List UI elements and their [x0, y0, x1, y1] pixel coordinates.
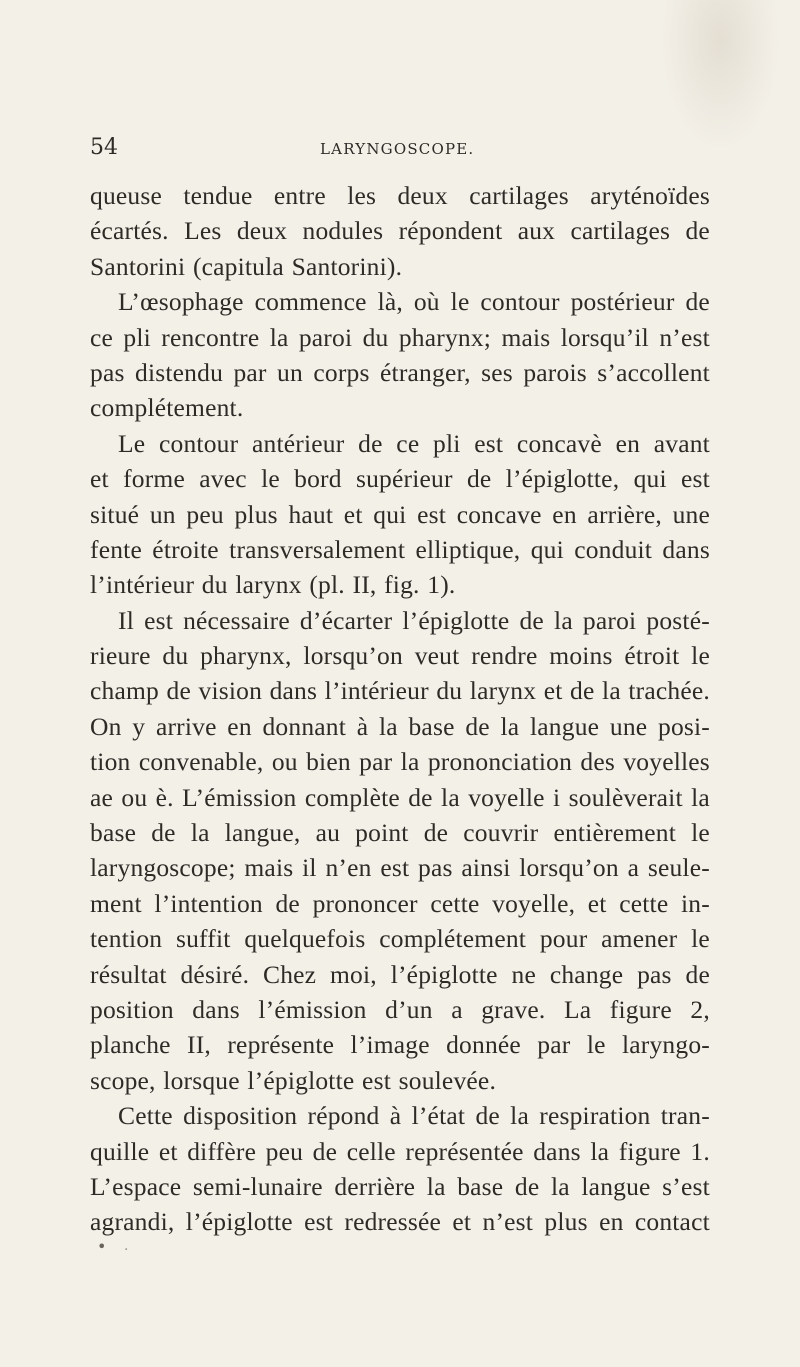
word: et [158, 1136, 178, 1166]
word: veut [414, 641, 460, 671]
word: et [452, 1207, 472, 1237]
word: conduit [574, 534, 653, 564]
word: la [500, 711, 520, 741]
word: L’émission [182, 782, 297, 812]
word: base [408, 711, 455, 741]
word: de [685, 287, 710, 317]
word: par [359, 747, 393, 777]
word: elliptique, [415, 534, 521, 564]
word: suffit [175, 924, 231, 954]
word: pas [637, 959, 672, 989]
word: voyelles [623, 747, 710, 777]
word: de [514, 1171, 540, 1201]
text-line [90, 744, 710, 779]
word: étroite [152, 534, 219, 564]
word: voyelle [468, 782, 545, 812]
word: rendre [471, 641, 538, 671]
word: donnant [262, 711, 347, 741]
word: s’est [662, 1171, 710, 1201]
word: agrandi, [90, 1207, 175, 1237]
word: de [475, 1101, 500, 1131]
word: peu [265, 1136, 304, 1166]
word: de [151, 818, 176, 848]
text-line [90, 390, 710, 425]
word: pour [539, 924, 588, 954]
word: planche [90, 1030, 171, 1060]
text-line [90, 603, 710, 638]
text-line [90, 497, 710, 532]
page-number: 54 [90, 135, 118, 160]
word: dans [192, 994, 240, 1024]
word: n’est [482, 1207, 534, 1237]
word: ment [90, 888, 142, 918]
word: entièrement [553, 818, 676, 848]
text-line [90, 709, 710, 744]
word: contact [634, 1207, 710, 1237]
word: Chez [262, 959, 317, 989]
word: de [423, 818, 449, 848]
word: tendue [183, 181, 253, 210]
word: répond [307, 1101, 380, 1131]
word: du [201, 570, 228, 600]
word: queuse [90, 181, 163, 210]
word: figure [618, 1136, 681, 1166]
word: complète [304, 782, 400, 812]
word: mais [501, 322, 551, 352]
word: est [681, 464, 710, 494]
word: ce [396, 428, 420, 458]
word: haut [288, 499, 334, 529]
word: une [672, 499, 710, 529]
text-line [90, 1169, 710, 1204]
word: Les [184, 216, 222, 246]
word: Santorini [90, 251, 186, 281]
word: lorsqu’il [560, 322, 649, 352]
text-line [90, 921, 710, 956]
word: moins [549, 641, 613, 671]
text-line [90, 992, 710, 1027]
word: aux [517, 216, 556, 246]
word: ou [271, 747, 298, 777]
word: peu [186, 499, 224, 529]
word: le [691, 818, 710, 848]
word: quille [90, 1136, 150, 1166]
word: de [312, 1136, 338, 1166]
word: seule- [647, 853, 710, 883]
word: complétement [379, 924, 527, 954]
text-line [90, 638, 710, 673]
word: s’accollent [597, 357, 710, 387]
word: l’épiglotte [185, 1207, 293, 1237]
word: quelquefois [244, 924, 366, 954]
text-line [90, 1134, 710, 1169]
word: cartilages [469, 181, 569, 210]
word: la [510, 1101, 529, 1131]
word: diffère [187, 1136, 257, 1166]
word: laryngoscope; [90, 853, 236, 883]
text-line [90, 1027, 710, 1062]
word: langue [581, 1171, 651, 1201]
word: L’œsophage [118, 287, 244, 317]
word: point [355, 818, 409, 848]
word: la [554, 605, 573, 635]
word: II, [352, 570, 377, 600]
word: La [563, 994, 592, 1024]
word: (capitula [192, 251, 284, 281]
word: est [417, 499, 447, 529]
word: l’épiglotte [402, 605, 510, 635]
word: lorsqu’on [303, 641, 403, 671]
word: il [302, 853, 317, 883]
word: est [380, 853, 410, 883]
word: base [90, 818, 137, 848]
page-header [90, 134, 710, 162]
word: la [426, 1171, 446, 1201]
word: le [691, 924, 710, 954]
word: deux [397, 181, 448, 210]
word: écartés. [90, 216, 169, 246]
word: Le [118, 428, 146, 458]
word: tion [90, 747, 131, 777]
word: contour [480, 287, 560, 317]
word: a [627, 853, 640, 883]
text-line [90, 673, 710, 708]
word: dans [533, 1136, 581, 1166]
word: base [457, 1171, 504, 1201]
word: transversalement [229, 534, 406, 564]
word: paroi [582, 605, 637, 635]
text-line [90, 178, 710, 213]
text-line [90, 886, 710, 921]
word: prononciation [427, 747, 573, 777]
word: cartilages [570, 216, 671, 246]
word: de [358, 428, 383, 458]
word: avant [653, 428, 710, 458]
word: posté- [646, 605, 710, 635]
word: un [149, 499, 176, 529]
word: Santorini). [291, 251, 403, 281]
text-line [90, 850, 710, 885]
text-line [90, 1098, 710, 1133]
word: 1. [690, 1136, 710, 1166]
word: n’est [659, 322, 710, 352]
text-line [90, 815, 710, 850]
word: la [441, 782, 460, 812]
word: convenable, [138, 747, 264, 777]
word: moi, [330, 959, 377, 989]
word: grave. [481, 994, 546, 1024]
word: forme [123, 464, 185, 494]
text-line [90, 249, 710, 284]
word: couvrir [463, 818, 539, 848]
word: nécessaire [183, 605, 290, 635]
running-head: LARYNGOSCOPE. [320, 140, 475, 158]
text-line [90, 532, 710, 567]
word: est [304, 1207, 334, 1237]
word: la [590, 1136, 610, 1166]
word: répondent [398, 216, 503, 246]
word: la [602, 676, 621, 706]
word: et [90, 464, 109, 494]
word: qui [633, 464, 667, 494]
word: étranger, [380, 357, 471, 387]
word: disposition [183, 1101, 298, 1131]
word: représentée [405, 1136, 524, 1166]
word: l’intérieur [324, 676, 429, 706]
word: du [436, 676, 463, 706]
word: ainsi [461, 853, 511, 883]
word: l’épiglotte [247, 1065, 355, 1095]
word: lorsque [163, 1065, 240, 1095]
word: larynx [469, 676, 537, 706]
text-line [90, 957, 710, 992]
word: pharynx, [200, 641, 292, 671]
word: avec [199, 464, 247, 494]
word: de [519, 605, 544, 635]
word: là, [377, 287, 403, 317]
word: i [553, 782, 561, 812]
word: (pl. [309, 570, 345, 600]
word: par [537, 1030, 571, 1060]
word: de [685, 216, 710, 246]
word: et [343, 499, 363, 529]
word: voyelle, [492, 888, 576, 918]
word: semi-lunaire [192, 1171, 323, 1201]
word: où [413, 287, 440, 317]
word: è. [155, 782, 174, 812]
word: en [615, 428, 641, 458]
word: entre [273, 181, 326, 210]
word: en [552, 499, 577, 529]
word: complétement. [90, 393, 244, 423]
word: ne [511, 959, 537, 989]
word: la [378, 711, 398, 741]
word: larynx [235, 570, 302, 600]
word: a [451, 994, 463, 1024]
word: l’image [350, 1030, 430, 1060]
word: en [599, 1207, 624, 1237]
word: corps [313, 357, 370, 387]
word: le [450, 287, 470, 317]
word: pli [433, 428, 461, 458]
text-line [90, 1063, 710, 1098]
word: le [261, 464, 280, 494]
word: de [408, 782, 433, 812]
word: ses [481, 357, 513, 387]
word: laryngo- [621, 1030, 710, 1060]
word: la [190, 818, 210, 848]
word: le [586, 1030, 606, 1060]
word: concavè [516, 428, 602, 458]
word: arrive [155, 711, 217, 741]
word: II, [187, 1030, 212, 1060]
word: d’un [385, 994, 433, 1024]
text-line [90, 284, 710, 319]
word: est [362, 1065, 391, 1095]
word: derrière [334, 1171, 416, 1201]
word: au [315, 818, 341, 848]
word: à [389, 1101, 402, 1131]
word: antérieur [252, 428, 345, 458]
text-line [90, 426, 710, 461]
word: On [90, 711, 122, 741]
word: pharynx; [398, 322, 492, 352]
word: l’épiglotte [390, 959, 498, 989]
word: plus [234, 499, 278, 529]
word: distendu [135, 357, 224, 387]
word: postérieur [570, 287, 675, 317]
word: vision [198, 676, 263, 706]
text-line [90, 320, 710, 355]
word: résultat [90, 959, 167, 989]
word: ce [90, 322, 114, 352]
word: de [166, 676, 191, 706]
word: prononcer [312, 888, 418, 918]
word: est [474, 428, 504, 458]
word: d’écarter [299, 605, 393, 635]
text-line [90, 567, 710, 602]
word: bien [306, 747, 351, 777]
word: celle [346, 1136, 396, 1166]
word: cette [619, 888, 669, 918]
word: des [580, 747, 615, 777]
text-line [90, 1204, 710, 1239]
word: commence [254, 287, 367, 317]
word: et [587, 888, 607, 918]
word: de [570, 676, 595, 706]
word: en [227, 711, 252, 741]
word: trachée. [628, 676, 710, 706]
word: l’épiglotte, [505, 464, 620, 494]
word: par [233, 357, 267, 387]
word: est [144, 605, 173, 635]
word: pas [418, 853, 453, 883]
word: dans [269, 676, 318, 706]
word: bord [294, 464, 342, 494]
word: donnée [446, 1030, 521, 1060]
word: la [269, 322, 289, 352]
word: la [400, 747, 420, 777]
word: la [691, 782, 710, 812]
word: un [277, 357, 303, 387]
text-line [90, 461, 710, 496]
word: Il [118, 605, 134, 635]
word: 2, [690, 994, 710, 1024]
stray-print-mark: . [124, 1238, 129, 1254]
word: supérieur [355, 464, 453, 494]
word: posi- [658, 711, 710, 741]
word: arrière, [587, 499, 662, 529]
word: cette [430, 888, 480, 918]
word: deux [236, 216, 288, 246]
word: la [550, 1171, 570, 1201]
word: concave [456, 499, 542, 529]
word: soulevée. [398, 1065, 497, 1095]
word: ae [90, 782, 114, 812]
word: change [549, 959, 624, 989]
word: in- [680, 888, 710, 918]
text-line [90, 780, 710, 815]
word: redressée [344, 1207, 442, 1237]
text-line [90, 355, 710, 390]
word: y [132, 711, 146, 741]
word: n’en [325, 853, 372, 883]
word: représente [227, 1030, 335, 1060]
word: l’émission [258, 994, 367, 1024]
word: l’intérieur [90, 570, 195, 600]
word: figure [609, 994, 672, 1024]
word: les [347, 181, 377, 210]
word: amener [601, 924, 678, 954]
word: étroit [624, 641, 680, 671]
word: pli [123, 322, 151, 352]
text-line [90, 213, 710, 248]
word: de [466, 464, 492, 494]
word: l’état [411, 1101, 466, 1131]
word: langue, [224, 818, 301, 848]
word: de [275, 888, 300, 918]
word: qui [530, 534, 564, 564]
word: et [543, 676, 563, 706]
word: L’espace [90, 1171, 182, 1201]
word: pas [90, 357, 125, 387]
word: respiration [539, 1101, 651, 1131]
word: une [609, 711, 648, 741]
word: 1). [427, 570, 456, 600]
stray-print-mark: • [97, 1237, 107, 1256]
word: tention [90, 924, 163, 954]
word: lorsqu’on [519, 853, 619, 883]
word: dans [662, 534, 710, 564]
word: à [356, 711, 369, 741]
word: fig. [384, 570, 420, 600]
word: l’intention [154, 888, 263, 918]
word: langue [530, 711, 600, 741]
word: paroi [298, 322, 353, 352]
word: du [162, 641, 189, 671]
word: situé [90, 499, 140, 529]
word: qui [373, 499, 407, 529]
word: tran- [660, 1101, 710, 1131]
word: de [685, 959, 710, 989]
word: scope, [90, 1065, 156, 1095]
word: champ [90, 676, 159, 706]
word: rencontre [161, 322, 260, 352]
word: aryténoïdes [590, 181, 710, 210]
word: position [90, 994, 174, 1024]
word: mais [244, 853, 294, 883]
word: le [691, 641, 710, 671]
word: rieure [90, 641, 151, 671]
word: Cette [118, 1101, 173, 1131]
word: désiré. [180, 959, 250, 989]
word: nodules [302, 216, 384, 246]
word: soulèverait [568, 782, 683, 812]
word: plus [544, 1207, 588, 1237]
word: contour [159, 428, 239, 458]
word: ou [121, 782, 148, 812]
word: du [362, 322, 389, 352]
word: de [465, 711, 490, 741]
word: parois [523, 357, 587, 387]
word: fente [90, 534, 142, 564]
body-text [90, 178, 710, 1240]
